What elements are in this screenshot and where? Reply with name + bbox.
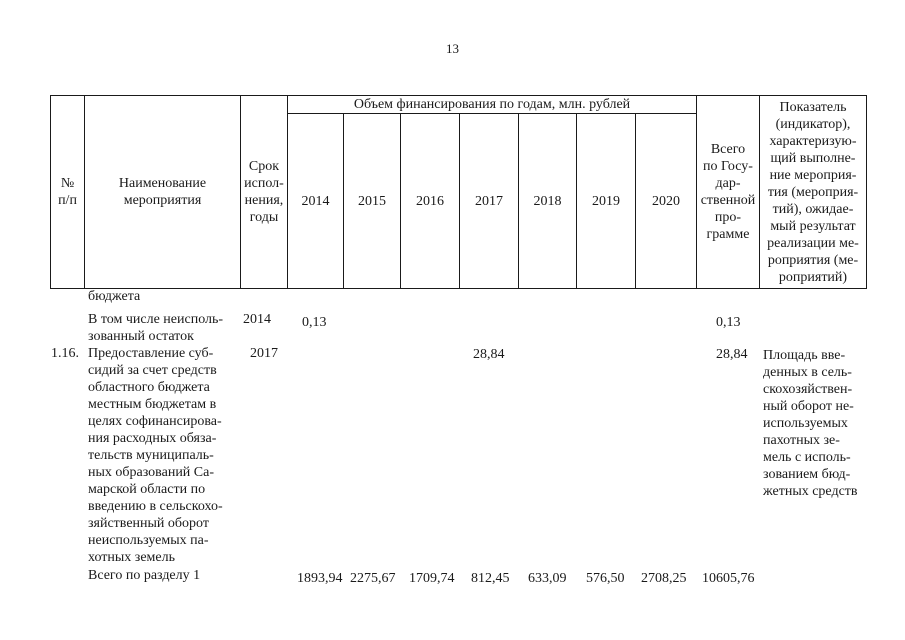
row-name: Предоставление суб- сидий за счет средств областного бюджета местным бюджетам в целях софинансирова- ния расходных обяза- тельств муниципаль- ных образований Са- марской области по введению в сельскохо- зяйственный оборот неиспользуемых па- хотных земель [88, 346, 223, 565]
header-term-text: Срок испол- нения, годы [244, 159, 284, 225]
header-name: Наименование мероприятия [118, 176, 207, 208]
row-indicator: Площадь вве- денных в сель- скохозяйствен- ный оборот не- используемых пахотных зе- мель с исполь- зованием бюд- жетных средств [763, 348, 858, 499]
total-2016: 1709,74 [409, 571, 455, 586]
header-indicator [760, 96, 866, 288]
page-number: 13 [446, 41, 459, 56]
total-2017: 812,45 [471, 571, 510, 586]
header-year: 2016 [416, 193, 444, 209]
header-number: № п/п [58, 176, 77, 208]
header-year: 2020 [652, 193, 680, 209]
col-border [866, 95, 867, 289]
total-2015: 2275,67 [350, 571, 396, 586]
total-all: 10605,76 [702, 571, 755, 586]
header-total [697, 96, 759, 288]
header-year: 2014 [301, 193, 330, 209]
row-number: 1.16. [51, 346, 79, 361]
header-year: 2017 [475, 193, 503, 209]
row-term: 2017 [250, 346, 278, 361]
row-total: 28,84 [716, 347, 748, 362]
header-indicator-text: Показатель (индикатор), характеризую- щий выполне- ние мероприя- тия (мероприя- тий), ожидае- мый результат реализации ме- роприятия (ме- роприятий) [767, 99, 859, 285]
header-year: 2015 [358, 193, 386, 209]
header-term [241, 96, 287, 288]
header-year: 2018 [533, 193, 562, 209]
total-2019: 576,50 [586, 571, 625, 586]
row-term: 2014 [243, 312, 271, 327]
header-total-text: Всего по Госу- дар- ственной про- грамме [700, 142, 756, 242]
row-name: В том числе неисполь- зованный остаток [88, 312, 224, 344]
total-2014: 1893,94 [297, 571, 343, 586]
header-year: 2019 [592, 193, 620, 209]
total-2018: 633,09 [528, 571, 567, 586]
header-financing: Объем финансирования по годам, млн. рублей [353, 97, 631, 112]
total-label: Всего по разделу 1 [88, 568, 201, 583]
continued-text: бюджета [88, 289, 141, 304]
row-value-2017: 28,84 [473, 347, 505, 362]
row-value-2014: 0,13 [302, 315, 327, 330]
total-2020: 2708,25 [641, 571, 687, 586]
row-total: 0,13 [716, 315, 741, 330]
